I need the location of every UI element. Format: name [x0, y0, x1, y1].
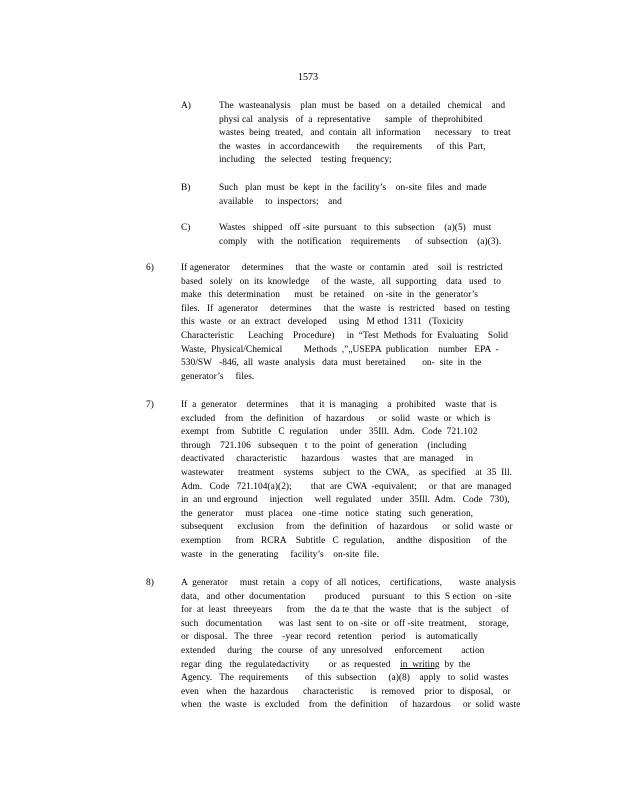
text-line: for at least threeyears from the da te that the waste that is the subject of [181, 605, 510, 616]
text-line: available to inspectors; and [219, 196, 342, 207]
subitem-label: C) [181, 223, 191, 233]
text-line: exempt from Subtitle C regulation under 35Ill. Adm. Code 721.102 [181, 427, 478, 438]
page-number: 1573 [298, 72, 318, 83]
item-text [181, 577, 520, 713]
text-line: waste in the generating facility’s on-site file. [181, 549, 379, 560]
text-line: wastes being treated, and contain all information necessary to treat [219, 128, 511, 139]
item-label: 7) [146, 400, 154, 410]
text-line: make this determination must be retained on -site in the generator’s [181, 290, 478, 301]
text-line: excluded from the definition of hazardous or solid waste or which is [181, 413, 491, 424]
subitem-text [219, 182, 487, 209]
text-line: Agency. The requirements of this subsection (a)(8) apply to solid wastes [181, 673, 509, 684]
item-text [181, 262, 510, 384]
subitem-text [219, 222, 501, 249]
subitem-label: B) [181, 183, 191, 193]
text-line: data, and other documentation produced pursuant to this S ection on -site [181, 591, 512, 602]
text-line: Adm. Code 721.104(a)(2); that are CWA -equivalent; or that are managed [181, 481, 512, 492]
subitem-label: A) [181, 101, 191, 111]
text-line: deactivated characteristic hazardous wastes that are managed in [181, 454, 474, 465]
text-line: Waste, Physical/Chemical Methods ,”„USEPA publication number EPA - [181, 344, 499, 355]
text-line: such documentation was last sent to on -site or off -site treatment, storage, [181, 618, 509, 629]
text-line: when the waste is excluded from the definition of hazardous or solid waste [181, 700, 521, 711]
text-line: The wasteanalysis plan must be based on a detailed chemical and [219, 101, 506, 111]
text-line: Characteristic Leaching Procedure) in “Test Methods for Evaluating Solid [181, 330, 508, 341]
text-line: Such plan must be kept in the facility’s on-site files and made [219, 183, 487, 193]
text-line: files. If agenerator determines that the waste is restricted based on testing [181, 303, 511, 314]
item-label: 8) [146, 578, 154, 588]
text-line: wastewater treatment systems subject to the CWA, as specified at 35 Ill. [181, 467, 513, 478]
text-line: in an und erground injection well regulated under 35Ill. Adm. Code 730), [181, 495, 510, 506]
text-line: comply with the notification requirements of subsection (a)(3). [219, 236, 502, 247]
text-line: through 721.106 subsequen t to the point of generation (including [181, 440, 467, 451]
text-line: the wastes in accordancewith the requirements of this Part, [219, 141, 486, 152]
text-line: even when the hazardous characteristic is removed prior to disposal, or [181, 686, 511, 697]
subitem-text [219, 100, 511, 168]
item-label: 6) [146, 263, 154, 273]
text-line: this waste or an extract developed using M ethod 1311 (Toxicity [181, 317, 464, 328]
item-text [181, 399, 513, 562]
text-line: generator’s files. [181, 371, 255, 382]
text-line-with-underline [181, 659, 520, 673]
underlined-phrase: in writing [400, 659, 440, 670]
text-line: exemption from RCRA Subtitle C regulation, andthe disposition of the [181, 535, 507, 546]
text-line: physi cal analysis of a representative sample of theprohibited [219, 114, 483, 125]
text-segment: by the [439, 659, 471, 670]
text-line: 530/SW -846, all waste analysis data must beretained on- site in the [181, 358, 482, 369]
text-line: subsequent exclusion from the definition of hazardous or solid waste or [181, 522, 513, 533]
text-line: the generator must placea one -time notice stating such generation, [181, 508, 474, 519]
text-line: If a generator determines that it is managing a prohibited waste that is [181, 400, 497, 410]
text-line: A generator must retain a copy of all notices, certifications, waste analysis [181, 578, 516, 588]
text-line: including the selected testing frequency; [219, 155, 392, 166]
text-line: based solely on its knowledge of the waste, all supporting data used to [181, 276, 501, 287]
text-line: If agenerator determines that the waste or contamin ated soil is restricted [181, 263, 503, 273]
text-line: Wastes shipped off -site pursuant to this subsection (a)(5) must [219, 223, 492, 233]
text-segment: regar ding the regulatedactivity or as requested [181, 659, 401, 670]
text-line: or disposal. The three -year record retention period is automatically [181, 632, 479, 643]
text-line: extended during the course of any unresolved enforcement action [181, 645, 485, 656]
